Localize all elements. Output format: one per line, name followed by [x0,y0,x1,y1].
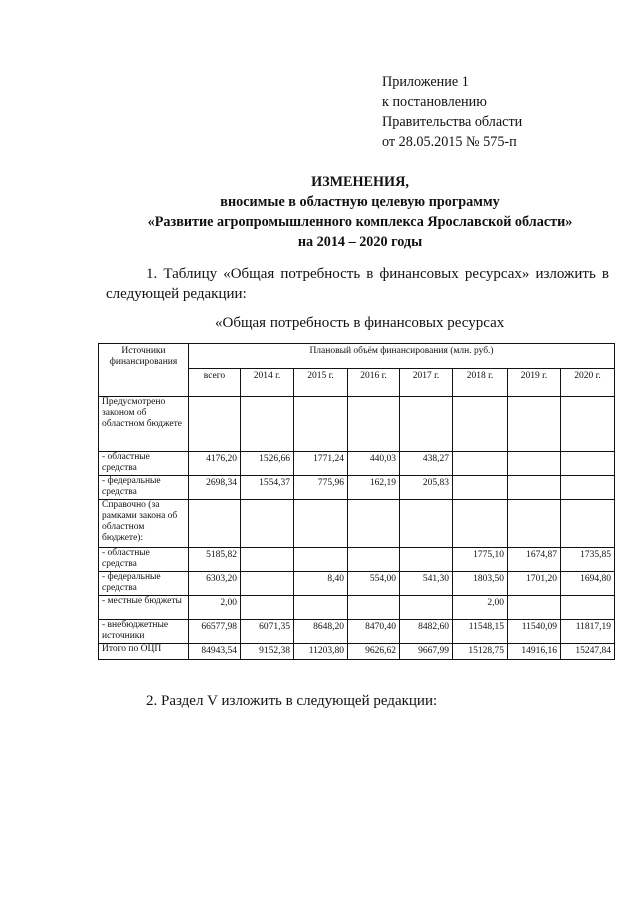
column-header: 2020 г. [561,369,615,397]
appendix-line: от 28.05.2015 № 575-п [382,134,517,150]
header-plan: Плановый объём финансирования (млн. руб.) [189,344,615,369]
appendix-line: Правительства области [382,114,523,130]
table-cell: 6071,35 [241,620,294,644]
column-header: 2016 г. [348,369,400,397]
title-line: «Развитие агропромышленного комплекса Ярославской области» [147,214,573,230]
table-cell [508,596,561,620]
table-cell [453,397,508,452]
title-line: на 2014 – 2020 годы [297,234,423,250]
table-cell: 554,00 [348,572,400,596]
column-header: 2017 г. [400,369,453,397]
table-cell [561,452,615,476]
paragraph-line: следующей редакции: [106,286,247,302]
table-cell: 162,19 [348,476,400,500]
row-label: - федеральные средства [99,476,189,500]
row-label: - областные средства [99,548,189,572]
table-cell [294,596,348,620]
paragraph-line: 1. Таблицу «Общая потребность в финансовых ресурсах» изложить в [146,266,609,282]
table-cell [561,397,615,452]
table-cell [400,397,453,452]
table-cell: 9667,99 [400,644,453,660]
table-cell [294,548,348,572]
table-cell: 11817,19 [561,620,615,644]
table-cell: 11203,80 [294,644,348,660]
table-cell: 66577,98 [189,620,241,644]
table-cell [561,500,615,548]
table-cell: 8470,40 [348,620,400,644]
table-cell [561,596,615,620]
table-cell [348,596,400,620]
table-cell: 205,83 [400,476,453,500]
header-source: Источники финансирования [99,344,189,397]
table-caption: «Общая потребность в финансовых ресурсах [215,315,505,331]
table-cell [189,397,241,452]
table-cell: 1694,80 [561,572,615,596]
table-cell: 9152,38 [241,644,294,660]
table-cell: 2698,34 [189,476,241,500]
table-cell [241,500,294,548]
row-label: - местные бюджеты [99,596,189,620]
table-cell: 775,96 [294,476,348,500]
table-cell: 15247,84 [561,644,615,660]
paragraph-1 [106,264,609,304]
row-label: Справочно (за рамками закона об областном бюджете): [99,500,189,548]
table-cell: 1775,10 [453,548,508,572]
table-cell [508,500,561,548]
table-cell [348,397,400,452]
table-cell: 1701,20 [508,572,561,596]
table-cell: 2,00 [453,596,508,620]
table-row [99,596,615,620]
table-cell [348,548,400,572]
table-row [99,500,615,548]
table-cell [241,596,294,620]
table-row [99,452,615,476]
table-cell [508,476,561,500]
table-cell: 11548,15 [453,620,508,644]
table-cell: 1771,24 [294,452,348,476]
row-label: - внебюджетные источники [99,620,189,644]
table-cell [348,500,400,548]
column-header: 2014 г. [241,369,294,397]
appendix-line: к постановлению [382,94,487,110]
table-cell: 1803,50 [453,572,508,596]
table-cell [241,548,294,572]
appendix-reference [382,72,522,152]
table-cell [508,397,561,452]
table-cell: 541,30 [400,572,453,596]
column-header: 2015 г. [294,369,348,397]
paragraph-2: 2. Раздел V изложить в следующей редакции: [146,693,438,709]
table-cell: 5185,82 [189,548,241,572]
table-cell: 8648,20 [294,620,348,644]
table-cell: 9626,62 [348,644,400,660]
table-cell [400,500,453,548]
column-header: 2018 г. [453,369,508,397]
table-cell: 440,03 [348,452,400,476]
table-cell [508,452,561,476]
table-cell: 8,40 [294,572,348,596]
row-label: Итого по ОЦП [99,644,189,660]
table-cell [400,548,453,572]
table-cell: 6303,20 [189,572,241,596]
table-cell [294,397,348,452]
table-cell [294,500,348,548]
table-cell: 1554,37 [241,476,294,500]
table-cell: 4176,20 [189,452,241,476]
table-cell [241,397,294,452]
table-row [99,572,615,596]
appendix-line: Приложение 1 [382,74,469,90]
table-row [99,476,615,500]
table-cell: 1674,87 [508,548,561,572]
column-header: 2019 г. [508,369,561,397]
table-row [99,644,615,660]
table-row [99,397,615,452]
row-label: Предусмотрено законом об областном бюджете [99,397,189,452]
title-line: ИЗМЕНЕНИЯ, [311,174,409,190]
table-row [99,548,615,572]
table-cell: 2,00 [189,596,241,620]
table-cell: 1526,66 [241,452,294,476]
table-cell [453,452,508,476]
financing-table [98,343,615,660]
table-cell [400,596,453,620]
column-header: всего [189,369,241,397]
table-cell: 1735,85 [561,548,615,572]
title-line: вносимые в областную целевую программу [220,194,500,210]
table-cell [453,476,508,500]
table-cell [561,476,615,500]
document-title [0,172,640,252]
table-cell [241,572,294,596]
row-label: - федеральные средства [99,572,189,596]
table-cell: 11540,09 [508,620,561,644]
table-row [99,620,615,644]
table-cell [453,500,508,548]
table-cell: 8482,60 [400,620,453,644]
table-cell: 14916,16 [508,644,561,660]
table-cell [189,500,241,548]
table-cell: 84943,54 [189,644,241,660]
table-cell: 438,27 [400,452,453,476]
row-label: - областные средства [99,452,189,476]
table-cell: 15128,75 [453,644,508,660]
